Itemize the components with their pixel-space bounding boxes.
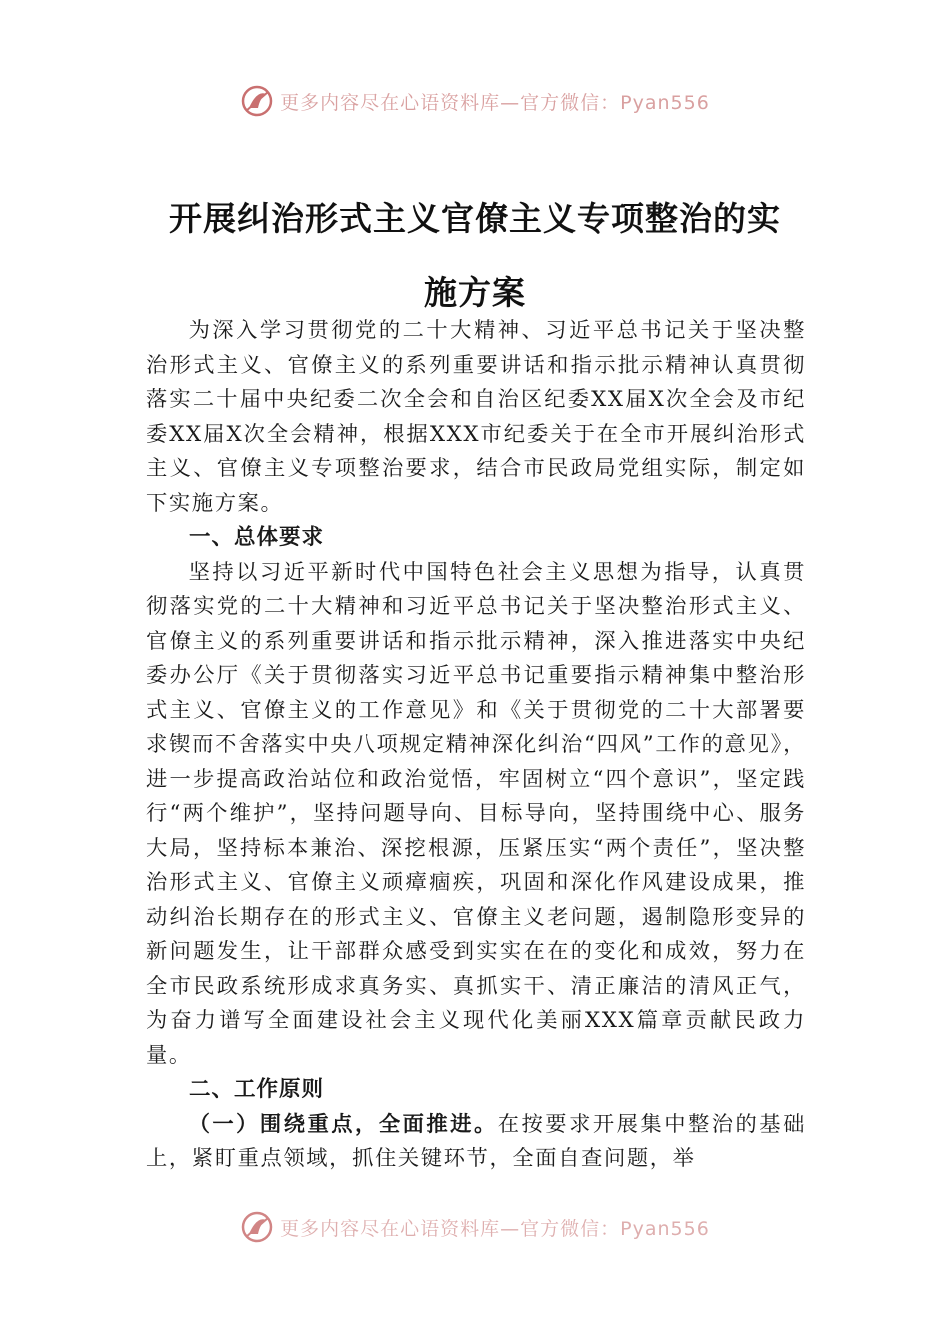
library-logo-icon xyxy=(240,84,274,118)
watermark-header xyxy=(0,84,950,118)
section-heading-1: 一、总体要求 xyxy=(189,525,325,550)
watermark-text: 更多内容尽在心语资料库—官方微信：Pyan556 xyxy=(280,91,710,114)
section-1-paragraph: 坚持以习近平新时代中国特色社会主义思想为指导，认真贯彻落实党的二十大精神和习近平总书记关于坚决整治形式主义、官僚主义的系列重要讲话和指示批示精神，深入推进落实中央纪委办公厅《关于贯彻落实习近平总书记重要指示精神集中整治形式主义、官僚主义的工作意见》和《关于贯彻党的二十大部署要求锲而不舍落实中央八项规定精神深化纠治“四风”工作的意见》，进一步提高政治站位和政治觉悟，牢固树立“四个意识”，坚定践行“两个维护”，坚持问题导向、目标导向，坚持围绕中心、服务大局，坚持标本兼治、深挖根源，压紧压实“两个责任”，坚决整治形式主义、官僚主义顽瘴痼疾，巩固和深化作风建设成果，推动纠治长期存在的形式主义、官僚主义老问题，遏制隐形变异的新问题发生，让干部群众感受到实实在在的变化和成效，努力在全市民政系统形成求真务实、真抓实干、清正廉洁的清风正气，为奋力谱写全面建设社会主义现代化美丽XXX篇章贡献民政力量。 xyxy=(146,559,806,1068)
watermark-text: 更多内容尽在心语资料库—官方微信：Pyan556 xyxy=(280,1217,710,1240)
title-line-1: 开展纠治形式主义官僚主义专项整治的实 xyxy=(169,199,781,238)
intro-paragraph: 为深入学习贯彻党的二十大精神、习近平总书记关于坚决整治形式主义、官僚主义的系列重要讲话和指示批示精神认真贯彻落实二十届中央纪委二次全会和自治区纪委XX届X次全会及市纪委XX届X次全会精神，根据XXX市纪委关于在全市开展纠治形式主义、官僚主义专项整治要求，结合市民政局党组实际，制定如下实施方案。 xyxy=(146,318,806,516)
principle-1-paragraph xyxy=(146,1108,806,1177)
title-line-2: 施方案 xyxy=(424,273,526,312)
library-logo-icon xyxy=(240,1210,274,1244)
watermark-footer xyxy=(0,1210,950,1244)
principle-1-lead: （一）围绕重点，全面推进。 xyxy=(188,1111,498,1137)
section-heading-2: 二、工作原则 xyxy=(189,1077,325,1102)
document-title xyxy=(120,182,830,330)
document-body xyxy=(146,314,806,1177)
principle-1-text: 在按要求开展集中整治的基础上，紧盯重点领域，抓住关键环节，全面自查问题，举 xyxy=(146,1111,806,1171)
